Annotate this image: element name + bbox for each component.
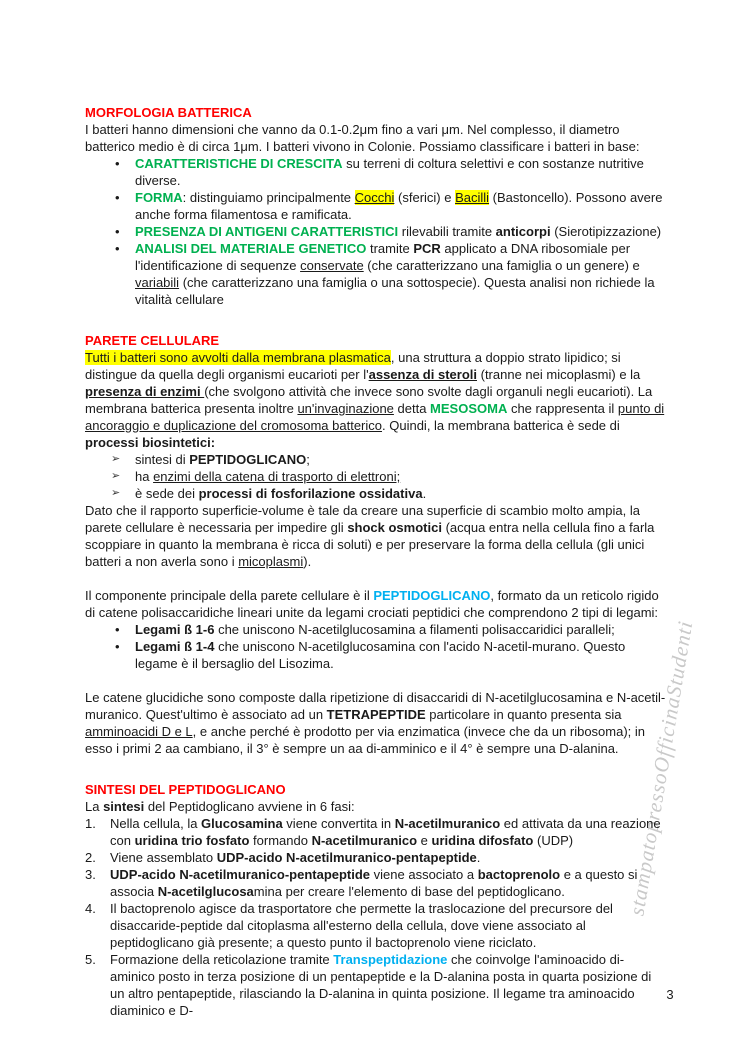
text-run: viene convertita in xyxy=(282,815,395,831)
list-item-text xyxy=(135,451,667,468)
text-run: Viene assemblato xyxy=(110,849,217,865)
list-item xyxy=(85,155,667,189)
text-run: PRESENZA DI ANTIGENI CARATTERISTICI xyxy=(135,224,399,239)
text-run: particolare in quanto presenta sia xyxy=(425,706,622,722)
text-run: conservate xyxy=(300,258,364,273)
text-run: Legami ß 1-6 xyxy=(135,621,215,637)
list-item-text xyxy=(135,155,667,189)
text-run: Cocchi xyxy=(354,190,395,205)
text-run: che coinvolge l'aminoacido di-aminico posto in terza posizione di un pentapeptide e la D-alanina posta in quarta posizione di un altro pentapeptide, rilasciando la D-alanina in quinta posizione. Il legame tra aminoacido diaminico e D- xyxy=(110,951,652,1018)
list-number: 1. xyxy=(85,815,96,831)
list-number: 2. xyxy=(85,849,96,865)
list-number: 5. xyxy=(85,951,96,967)
watermark-text: stampatopressoOfficinaStudenti xyxy=(624,618,698,918)
text-run: amminoacidi D e L xyxy=(85,723,193,739)
text-run: (Bastoncello). Possono avere anche forma filamentosa e ramificata. xyxy=(135,190,663,222)
bullet-icon: • xyxy=(115,224,120,239)
text-run: viene associato a xyxy=(370,866,478,882)
text-run: SINTESI DEL PEPTIDOGLICANO xyxy=(85,781,286,797)
arrow-bullet-icon: ➢ xyxy=(111,469,121,482)
paragraph-spacer xyxy=(85,308,667,332)
list-item xyxy=(85,223,667,240)
text-run: CARATTERISTICHE DI CRESCITA xyxy=(135,156,343,171)
list-item-text xyxy=(135,468,667,485)
text-run: Bacilli xyxy=(455,190,490,205)
text-run: rilevabili tramite xyxy=(398,224,496,239)
text-run: (Sierotipizzazione) xyxy=(550,224,662,239)
text-run: che uniscono N-acetilglucosamina con l'acido N-acetil-murano. Questo legame è il bersaglio del Lisozima. xyxy=(135,638,626,671)
list-item xyxy=(85,468,667,485)
text-run: , una struttura a doppio strato lipidico; si distingue da quella degli organismi eucarioti per l' xyxy=(85,349,621,382)
text-run: enzimi della catena di trasporto di elettroni; xyxy=(153,468,401,484)
text-run: Glucosamina xyxy=(201,815,283,831)
numbered-list xyxy=(85,815,667,1019)
paragraph xyxy=(85,349,667,451)
text-run: e a questo si associa xyxy=(110,866,638,899)
text-run: Le catene glucidiche sono composte dalla ripetizione di disaccaridi di N-acetilglucosamina e N-acetil-muranico. Quest'ultimo è associato ad un xyxy=(85,689,666,722)
text-run: MORFOLOGIA BATTERICA xyxy=(85,105,252,120)
document-content xyxy=(85,104,667,1019)
arrow-bullet-icon: ➢ xyxy=(111,486,121,499)
text-run: shock osmotici xyxy=(347,519,442,535)
bullet-icon: • xyxy=(115,156,120,171)
text-run: variabili xyxy=(135,275,180,290)
text-run: Formazione della reticolazione tramite xyxy=(110,951,334,967)
bullet-icon: • xyxy=(115,190,120,205)
bullet-list xyxy=(85,155,667,308)
list-number: 3. xyxy=(85,866,96,882)
text-run: ANALISI DEL MATERIALE GENETICO xyxy=(135,241,367,256)
text-run: Legami ß 1-4 xyxy=(135,638,215,654)
paragraph-spacer xyxy=(85,570,667,587)
text-run: Transpeptidazione xyxy=(333,951,448,967)
text-run: che uniscono N-acetilglucosamina a filamenti polisaccaridici paralleli; xyxy=(214,621,615,637)
text-run: I batteri hanno dimensioni che vanno da 0.1-0.2μm fino a vari μm. Nel complesso, il diametro batterico medio è di circa 1μm. I batteri vivono in Colonie. Possiamo classificare i batteri in base: xyxy=(85,122,640,154)
list-number: 4. xyxy=(85,900,96,916)
text-run: Tutti i batteri sono avvolti dalla membrana plasmatica xyxy=(85,349,391,365)
list-item xyxy=(85,900,667,951)
text-run: N-acetilmuranico xyxy=(311,832,418,848)
paragraph-spacer xyxy=(85,672,667,689)
list-item xyxy=(85,815,667,849)
text-run: processi biosintetici: xyxy=(85,434,216,450)
text-run: ha xyxy=(135,468,154,484)
text-run: sintesi xyxy=(103,798,145,814)
text-run: processi di fosforilazione ossidativa xyxy=(198,485,423,501)
text-run: del Peptidoglicano avviene in 6 fasi: xyxy=(144,798,355,814)
text-run: che rappresenta il xyxy=(507,400,618,416)
arrow-bullet-icon: ➢ xyxy=(111,452,121,465)
list-item xyxy=(85,451,667,468)
text-run: UDP-acido N-acetilmuranico-pentapeptide xyxy=(216,849,477,865)
text-run: è sede dei xyxy=(135,485,199,501)
text-run: PEPTIDOGLICANO xyxy=(189,451,307,467)
text-run: (che caratterizzano una famiglia o un genere) e xyxy=(363,258,640,273)
text-run: N-acetilmuranico xyxy=(394,815,501,831)
list-item xyxy=(85,849,667,866)
text-run: N-acetilglucosa xyxy=(157,883,254,899)
list-item-text xyxy=(110,900,667,951)
text-run: UDP-acido N-acetilmuranico-pentapeptide xyxy=(110,866,371,882)
text-run: ed attivata da una reazione con xyxy=(110,815,661,848)
list-item-text xyxy=(135,638,667,672)
section-heading-parete xyxy=(85,332,667,349)
text-run: ). xyxy=(303,553,312,569)
text-run: mina per creare l'elemento di base del peptidoglicano. xyxy=(253,883,565,899)
text-run: applicato a DNA ribosomiale per l'identificazione di sequenze xyxy=(135,241,631,273)
text-run: : distinguiamo principalmente xyxy=(182,190,355,205)
text-run: , e anche perché è prodotto per via enzimatica (invece che da un ribosoma); in esso i primi 2 aa cambiano, il 3° è sempre un aa di-amminico e il 4° è sempre una D-alanina. xyxy=(85,723,646,756)
text-run: bactoprenolo xyxy=(477,866,561,882)
list-item xyxy=(85,951,667,1019)
list-item xyxy=(85,621,667,638)
paragraph xyxy=(85,587,667,621)
text-run: (UDP) xyxy=(533,832,574,848)
text-run: e xyxy=(417,832,432,848)
text-run: punto di ancoraggio e duplicazione del cromosoma batterico xyxy=(85,400,665,433)
list-item-text xyxy=(110,849,667,866)
text-run: formando xyxy=(249,832,312,848)
text-run: tramite xyxy=(366,241,414,256)
text-run: . xyxy=(476,849,481,865)
text-run: PEPTIDOGLICANO xyxy=(373,587,491,603)
paragraph xyxy=(85,502,667,570)
text-run: assenza di steroli xyxy=(368,366,477,382)
text-run: Dato che il rapporto superficie-volume è tale da creare una superficie di scambio molto ampia, la parete cellulare è necessaria per impedire gli xyxy=(85,502,640,535)
text-run: (che svolgono attività che invece sono svolte dagli organuli negli eucarioti). La membrana batterica presenta inoltre xyxy=(85,383,653,416)
text-run: (che caratterizzano una famiglia o una sottospecie). Questa analisi non richiede la vitalità cellulare xyxy=(135,275,655,307)
list-item-text xyxy=(135,189,667,223)
text-run: , formato da un reticolo rigido di catene polisaccaridiche lineari unite da legami crociati peptidici che comprendono 2 tipi di legami: xyxy=(85,587,659,620)
list-item-text xyxy=(110,815,667,849)
list-item-text xyxy=(110,951,667,1019)
list-item-text xyxy=(135,485,667,502)
text-run: . xyxy=(422,485,427,501)
paragraph xyxy=(85,689,667,757)
bullet-icon: • xyxy=(115,638,120,654)
text-run: MESOSOMA xyxy=(430,400,508,416)
text-run: Nella cellula, la xyxy=(110,815,202,831)
list-item xyxy=(85,485,667,502)
text-run: TETRAPEPTIDE xyxy=(326,706,426,722)
text-run: Il bactoprenolo agisce da trasportatore che permette la traslocazione del precursore del disaccaride-peptide dal citoplasma all'esterno della cellula, dove viene associato al peptidoglicano già presente; a questo punto il bactoprenolo viene riciclato. xyxy=(110,900,613,950)
text-run: un'invaginazione xyxy=(297,400,394,416)
text-run: detta xyxy=(393,400,431,416)
text-run: PARETE CELLULARE xyxy=(85,332,220,348)
text-run: Il componente principale della parete cellulare è il xyxy=(85,587,374,603)
paragraph xyxy=(85,798,667,815)
list-item-text xyxy=(110,866,667,900)
section-heading-sintesi xyxy=(85,781,667,798)
list-item xyxy=(85,240,667,308)
text-run: (sferici) e xyxy=(394,190,456,205)
bullet-icon: • xyxy=(115,621,120,637)
text-run: sintesi di xyxy=(135,451,190,467)
text-run: (acqua entra nella cellula fino a farla scoppiare in quanto la membrana è ricca di soluti) e per preservare la forma della cellula (gli unici batteri a non averla sono i xyxy=(85,519,655,569)
paragraph-spacer xyxy=(85,757,667,781)
text-run: FORMA xyxy=(135,190,183,205)
list-item xyxy=(85,638,667,672)
list-item-text xyxy=(135,240,667,308)
text-run: PCR xyxy=(413,241,441,256)
list-item xyxy=(85,866,667,900)
text-run: su terreni di coltura selettivi e con sostanze nutritive diverse. xyxy=(135,156,644,188)
text-run: presenza di enzimi xyxy=(85,383,205,399)
text-run: . Quindi, la membrana batterica è sede di xyxy=(382,417,620,433)
section-heading-morfologia xyxy=(85,104,667,121)
text-run: anticorpi xyxy=(495,224,551,239)
bullet-list xyxy=(85,621,667,672)
text-run: uridina trio fosfato xyxy=(134,832,250,848)
text-run: uridina difosfato xyxy=(431,832,534,848)
text-run: (tranne nei micoplasmi) e la xyxy=(477,366,641,382)
text-run: ; xyxy=(306,451,310,467)
text-run: La xyxy=(85,798,104,814)
list-item xyxy=(85,189,667,223)
arrow-list xyxy=(85,451,667,502)
bullet-icon: • xyxy=(115,241,120,256)
list-item-text xyxy=(135,621,667,638)
text-run: micoplasmi xyxy=(238,553,304,569)
paragraph xyxy=(85,121,667,155)
list-item-text xyxy=(135,223,667,240)
page-number: 3 xyxy=(666,987,674,1002)
